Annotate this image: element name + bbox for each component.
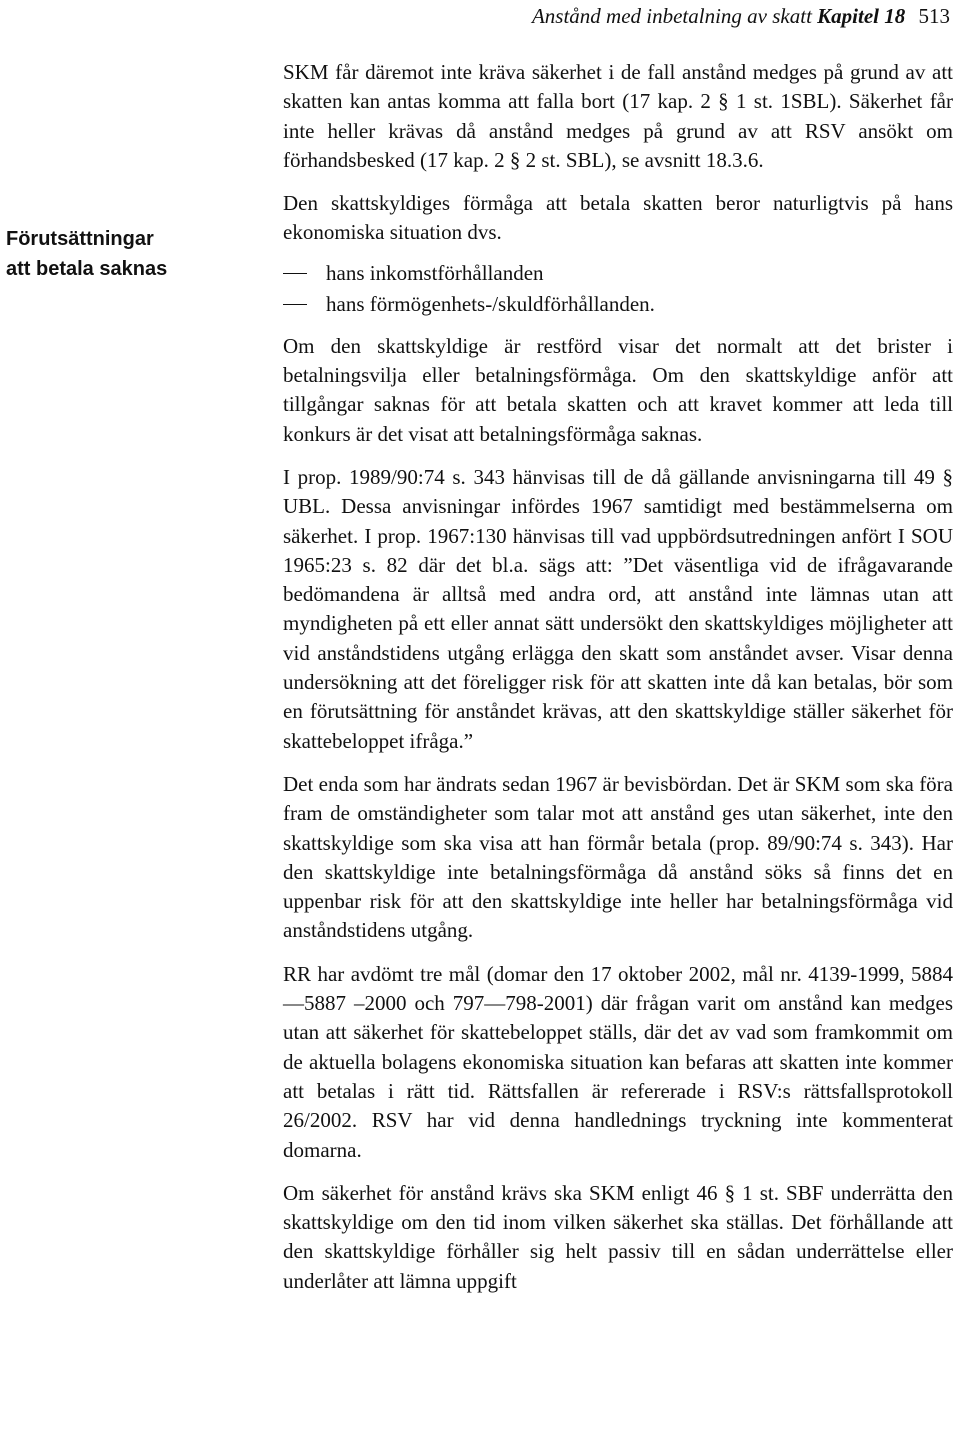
page-number: 513 [918, 4, 950, 28]
list-item: hans förmögenhets-/skuldförhållanden. [283, 289, 953, 320]
paragraph-proposition-history: I prop. 1989/90:74 s. 343 hänvisas till de då gällande anvisningarna till 49 § UBL. Dessa anvisningar infördes 1967 samtidigt med bestämmelserna om säkerhet. I prop. 1967:130 hänvisas till vad uppbördsutredningen anfört I SOU 1965:23 s. 82 där det bl.a. sägs att: ”Det väsentliga vid de ifrågavarande bedömandena är alltså med andra ord, att anstånd inte lämnas utan att myndigheten på ett eller annat sätt undersökt den skattskyldiges möjligheter att vid anståndstidens utgång erlägga den skatt som anståndet avser. Visar denna undersökning att det föreligger risk för att skatten inte då kan betalas, bör som en förutsättning för anståndet krävas, att den skattskyldige ställer säkerhet för skattebeloppet ifråga.” [283, 464, 953, 753]
paragraph-restford: Om den skattskyldige är restförd visar det normalt att det brister i betalningsvilja eller betalningsförmåga. Om den skattskyldige anför att tillgångar saknas för att betala skatten och att kravet kommer att leda till konkurs är det visat att betalningsförmåga saknas. [283, 333, 953, 446]
margin-heading-line-1: Förutsättningar [6, 228, 154, 250]
paragraph-security-exceptions: SKM får däremot inte kräva säkerhet i de fall anstånd medges på grund av att skatten kan antas komma att falla bort (17 kap. 2 § 1 st. 1SBL). Säkerhet får inte heller krävas då anstånd medges på grund av att RSV ansökt om förhandsbesked (17 kap. 2 § 2 st. SBL), se avsnitt 18.3.6. [283, 60, 953, 172]
margin-heading [6, 224, 226, 284]
paragraph-notification: Om säkerhet för anstånd krävs ska SKM enligt 46 § 1 st. SBF underrätta den skattskyldige om den tid inom vilken säkerhet ska ställas. Det förhållande att den skattskyldige förhåller sig helt passiv till en sådan underrättelse eller underlåter att lämna uppgift [283, 1180, 953, 1293]
list-item: hans inkomstförhållanden [283, 258, 953, 289]
paragraph-ability-to-pay: Den skattskyldiges förmåga att betala skatten beror naturligtvis på hans ekonomiska situation dvs. [283, 191, 953, 245]
dash-list [283, 258, 953, 320]
margin-heading-line-2: att betala saknas [6, 258, 168, 280]
page-header [532, 2, 950, 30]
running-title: Anstånd med inbetalning av skatt [531, 4, 812, 28]
body-text [283, 58, 953, 1310]
chapter-label: Kapitel 18 [817, 4, 906, 28]
paragraph-court-rulings: RR har avdömt tre mål (domar den 17 oktober 2002, mål nr. 4139-1999, 5884—5887 –2000 och 797—798-2001) där frågan varit om anstånd kan medges utan att säkerhet för skattebeloppet ställs, där det av vad som framkommit om de aktuella bolagens ekonomiska situation kan befaras att skatten inte kommer att betalas i rätt tid. Rättsfallen är refererade i RSV:s rättsfallsprotokoll 26/2002. RSV har vid denna handlednings tryckning inte kommenterat domarna. [283, 961, 953, 1162]
paragraph-burden-of-proof: Det enda som har ändrats sedan 1967 är bevisbördan. Det är SKM som ska föra fram de omständigheter som talar mot att anstånd ges utan säkerhet, inte den skattskyldige som ska visa att han förmår betala (prop. 89/90:74 s. 343). Har den skattskyldige inte betalningsförmåga då anstånd söks så finns det en uppenbar risk för att den skattskyldige inte heller har betalningsförmåga vid anståndstidens utgång. [283, 771, 953, 943]
